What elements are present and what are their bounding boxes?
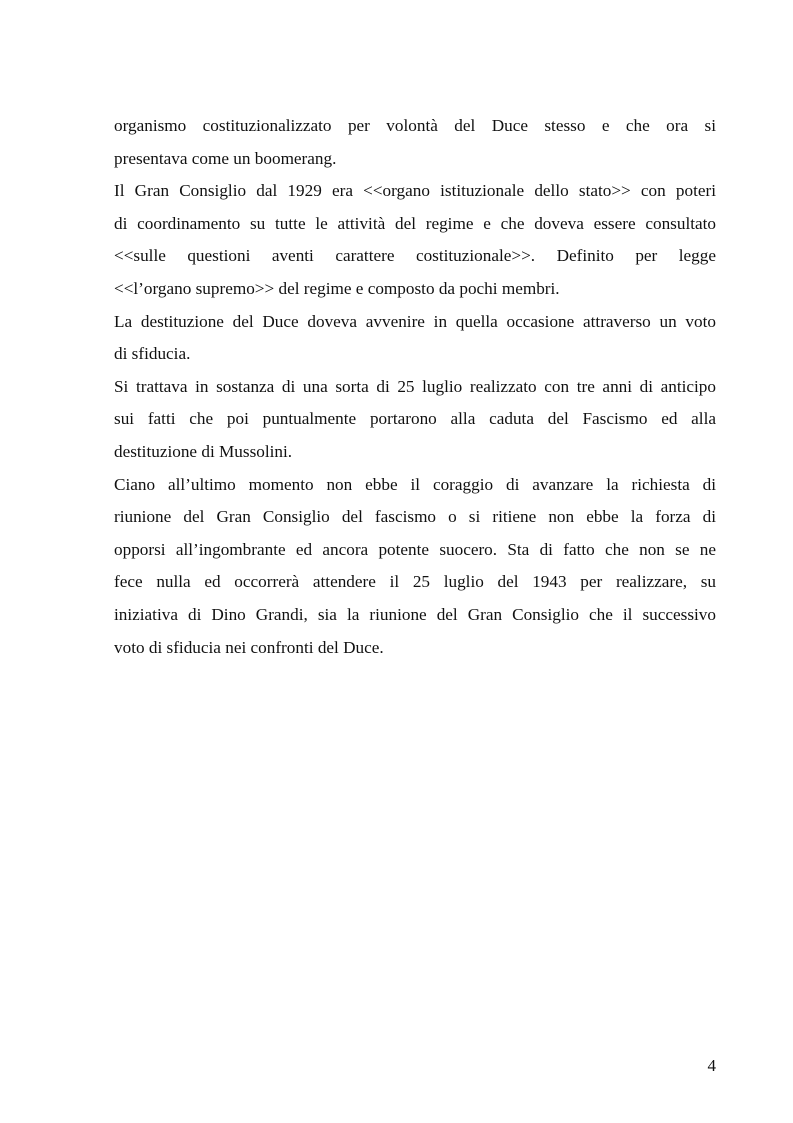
- text-line: Il Gran Consiglio dal 1929 era <<organo istituzionale dello stato>> con poteri: [114, 181, 716, 201]
- body-text: [114, 110, 716, 664]
- text-line: <<l’organo supremo>> del regime e composto da pochi membri.: [114, 278, 560, 298]
- paragraph: [114, 469, 716, 665]
- paragraph: [114, 175, 716, 305]
- text-line: <<sulle questioni aventi carattere costituzionale>>. Definito per legge: [114, 246, 716, 266]
- paragraph: [114, 371, 716, 469]
- text-line: riunione del Gran Consiglio del fascismo o si ritiene non ebbe la forza di: [114, 507, 716, 527]
- text-line: organismo costituzionalizzato per volontà del Duce stesso e che ora si: [114, 116, 716, 135]
- text-line: Ciano all’ultimo momento non ebbe il coraggio di avanzare la richiesta di: [114, 474, 716, 494]
- text-line: di coordinamento su tutte le attività del regime e che doveva essere consultato: [114, 213, 716, 233]
- paragraph: [114, 306, 716, 371]
- text-line: fece nulla ed occorrerà attendere il 25 luglio del 1943 per realizzare, su: [114, 572, 716, 592]
- text-line: voto di sfiducia nei confronti del Duce.: [114, 637, 384, 657]
- paragraph: [114, 110, 716, 175]
- text-line: iniziativa di Dino Grandi, sia la riunione del Gran Consiglio che il successivo: [114, 604, 716, 624]
- text-line: destituzione di Mussolini.: [114, 441, 293, 461]
- text-line: La destituzione del Duce doveva avvenire in quella occasione attraverso un voto: [114, 311, 716, 331]
- text-line: di sfiducia.: [114, 344, 191, 364]
- text-line: Si trattava in sostanza di una sorta di 25 luglio realizzato con tre anni di anticipo: [114, 376, 716, 396]
- text-line: opporsi all’ingombrante ed ancora potente suocero. Sta di fatto che non se ne: [114, 539, 716, 559]
- text-line: sui fatti che poi puntualmente portarono alla caduta del Fascismo ed alla: [114, 409, 716, 429]
- page-number: 4: [707, 1056, 716, 1075]
- text-line: presentava come un boomerang.: [114, 148, 337, 168]
